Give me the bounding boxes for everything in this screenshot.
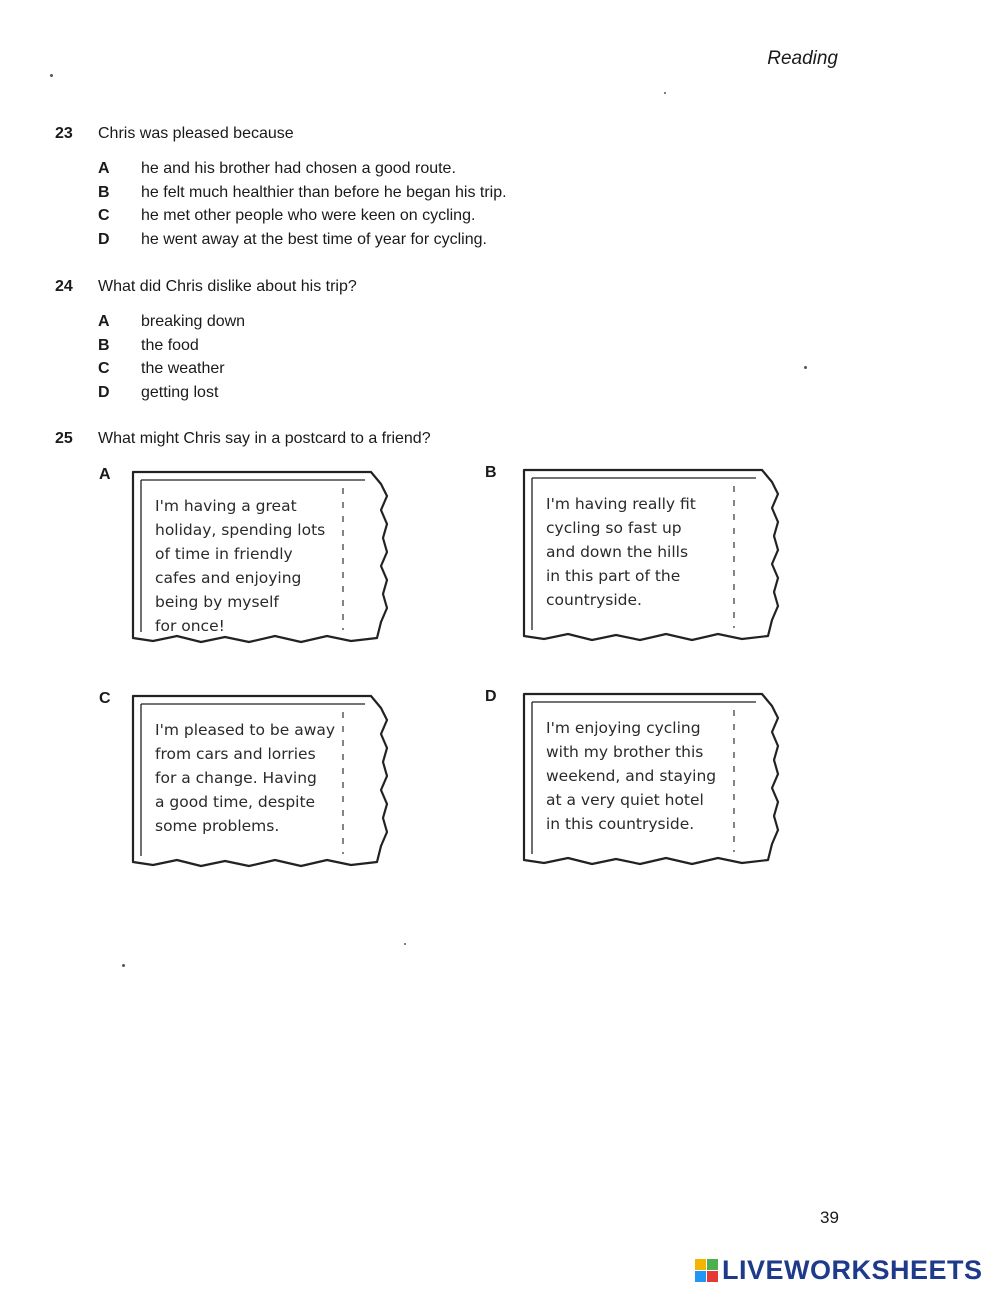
question-text: Chris was pleased because	[98, 125, 294, 142]
option-d[interactable]	[98, 381, 755, 405]
postcard-a[interactable]	[131, 470, 391, 655]
option-letter: C	[98, 360, 110, 377]
answer-options	[98, 157, 755, 251]
postcard-line: countryside.	[546, 591, 642, 609]
postcard-line: holiday, spending lots	[155, 521, 326, 539]
question-text: What did Chris dislike about his trip?	[98, 278, 357, 295]
postcard-line: and down the hills	[546, 543, 689, 561]
postcard-message	[546, 492, 736, 612]
postcard-line: I'm having a great	[155, 497, 297, 515]
logo-tile	[695, 1259, 706, 1270]
postcard-option-letter: B	[485, 464, 497, 481]
postcard-option-letter: C	[99, 690, 111, 707]
scan-speck	[404, 943, 406, 945]
logo-tile	[707, 1271, 718, 1282]
option-c[interactable]	[98, 204, 755, 228]
question-number: 23	[55, 125, 73, 142]
question-23	[55, 125, 755, 251]
postcard-d[interactable]	[522, 692, 782, 877]
question-number: 25	[55, 430, 73, 447]
postcard-line: in this part of the	[546, 567, 681, 585]
question-24	[55, 278, 755, 404]
postcard-line: some problems.	[155, 817, 280, 835]
postcard-line: in this countryside.	[546, 815, 695, 833]
postcard-line: for once!	[155, 617, 225, 635]
postcard-line: cafes and enjoying	[155, 569, 302, 587]
postcard-line: I'm having really fit	[546, 495, 696, 513]
postcard-line: I'm pleased to be away	[155, 721, 336, 739]
option-b[interactable]	[98, 334, 755, 358]
postcard-b[interactable]	[522, 468, 782, 653]
postcard-line: of time in friendly	[155, 545, 293, 563]
option-text: he met other people who were keen on cycling.	[141, 207, 476, 224]
page-number: 39	[820, 1208, 839, 1227]
postcard-message	[155, 718, 355, 838]
option-text: he felt much healthier than before he began his trip.	[141, 183, 507, 201]
option-b[interactable]	[98, 181, 755, 205]
option-letter: B	[98, 336, 110, 354]
option-letter: D	[98, 230, 110, 248]
postcard-option-letter: D	[485, 688, 497, 705]
option-text: he and his brother had chosen a good route.	[141, 160, 456, 177]
liveworksheets-logo[interactable]	[695, 1255, 983, 1286]
scan-speck	[122, 964, 125, 967]
postcard-line: at a very quiet hotel	[546, 791, 704, 809]
option-letter: D	[98, 383, 110, 401]
question-number: 24	[55, 278, 73, 295]
postcard-line: weekend, and staying	[546, 767, 717, 785]
option-a[interactable]	[98, 157, 755, 181]
answer-options	[98, 310, 755, 404]
option-text: getting lost	[141, 383, 219, 401]
option-a[interactable]	[98, 310, 755, 334]
option-text: the food	[141, 336, 199, 354]
postcard-line: with my brother this	[546, 743, 704, 761]
scan-speck	[804, 366, 807, 369]
postcard-option-letter: A	[99, 466, 111, 483]
option-text: breaking down	[141, 313, 246, 330]
postcard-message	[546, 716, 736, 836]
option-letter: B	[98, 183, 110, 201]
option-text: the weather	[141, 360, 225, 377]
postcard-line: a good time, despite	[155, 793, 316, 811]
option-letter: A	[98, 160, 110, 177]
scan-speck	[50, 74, 53, 77]
option-letter: A	[98, 313, 110, 330]
option-text: he went away at the best time of year for cycling.	[141, 230, 487, 248]
logo-tiles-icon	[695, 1259, 718, 1282]
brand-name: LIVEWORKSHEETS	[722, 1255, 983, 1285]
option-c[interactable]	[98, 357, 755, 381]
postcard-line: for a change. Having	[155, 769, 317, 787]
section-title: Reading	[767, 48, 838, 69]
postcard-line: cycling so fast up	[546, 519, 682, 537]
option-d[interactable]	[98, 228, 755, 252]
postcard-line: I'm enjoying cycling	[546, 719, 701, 737]
postcard-line: being by myself	[155, 593, 279, 611]
postcard-message	[155, 494, 345, 638]
logo-tile	[707, 1259, 718, 1270]
option-letter: C	[98, 207, 110, 224]
question-25	[55, 430, 755, 448]
logo-tile	[695, 1271, 706, 1282]
postcard-line: from cars and lorries	[155, 745, 316, 763]
question-text: What might Chris say in a postcard to a friend?	[98, 430, 431, 447]
postcard-c[interactable]	[131, 694, 391, 879]
scan-speck	[664, 92, 666, 94]
